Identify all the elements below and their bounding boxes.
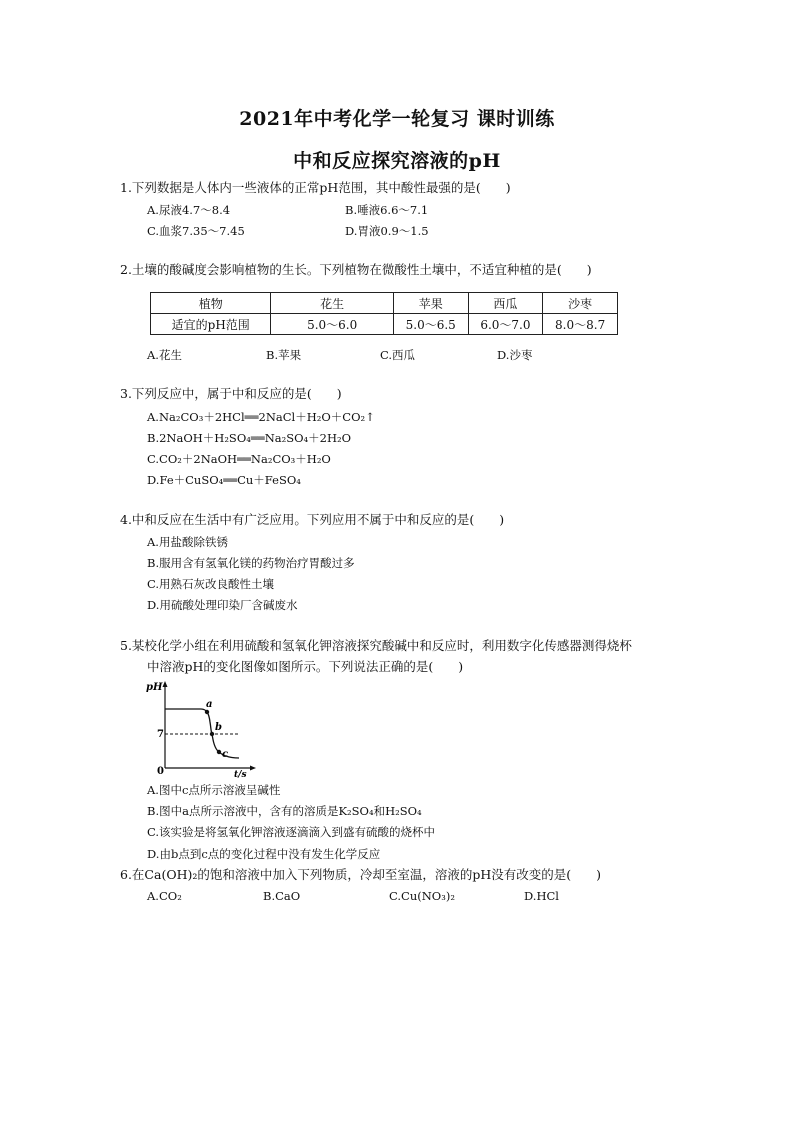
- question-2-option-a: A.花生: [147, 348, 182, 362]
- question-4-stem: 4.中和反应在生活中有广泛应用。下列应用不属于中和反应的是( ): [120, 512, 505, 527]
- question-2-option-b: B.苹果: [266, 348, 302, 362]
- point-c-marker: [217, 750, 221, 754]
- table-row: [151, 314, 618, 335]
- point-a-marker: [205, 710, 209, 714]
- table-header-cell: 沙枣: [543, 293, 618, 314]
- page-title: 2021年中考化学一轮复习 课时训练: [239, 108, 555, 130]
- table-cell: 6.0～7.0: [468, 314, 543, 335]
- question-3-option-d: D.Fe＋CuSO₄══Cu＋FeSO₄: [147, 473, 301, 487]
- question-4-option-d: D.用硫酸处理印染厂含碱废水: [147, 598, 298, 612]
- point-b-label: b: [215, 722, 222, 733]
- page-subtitle: 中和反应探究溶液的pH: [293, 150, 501, 172]
- question-6-option-d: D.HCl: [524, 889, 559, 903]
- question-2-option-c: C.西瓜: [380, 348, 416, 362]
- question-1-stem: 1.下列数据是人体内一些液体的正常pH范围，其中酸性最强的是( ): [120, 180, 511, 195]
- x-axis-label: t/s: [234, 770, 247, 780]
- question-5-stem-line-1: 5.某校化学小组在利用硫酸和氢氧化钾溶液探究酸碱中和反应时，利用数字化传感器测得烧杯: [120, 638, 632, 653]
- table-cell: 适宜的pH范围: [151, 314, 271, 335]
- question-6-option-c: C.Cu(NO₃)₂: [389, 889, 455, 903]
- question-5-option-d: D.由b点到c点的变化过程中没有发生化学反应: [147, 847, 381, 861]
- table-header-cell: 苹果: [393, 293, 468, 314]
- question-6-option-a: A.CO₂: [147, 889, 182, 903]
- question-4-option-c: C.用熟石灰改良酸性土壤: [147, 577, 275, 591]
- question-5-stem-line-2: 中溶液pH的变化图像如图所示。下列说法正确的是( ): [147, 659, 464, 674]
- table-header-cell: 花生: [271, 293, 393, 314]
- table-cell: 8.0～8.7: [543, 314, 618, 335]
- table-row: [151, 293, 618, 314]
- question-3-option-a: A.Na₂CO₃＋2HCl══2NaCl＋H₂O＋CO₂↑: [147, 410, 375, 424]
- question-3-option-b: B.2NaOH＋H₂SO₄══Na₂SO₄＋2H₂O: [147, 431, 352, 445]
- table-cell: 5.0～6.5: [393, 314, 468, 335]
- y-axis-label: pH: [146, 682, 163, 693]
- point-b-marker: [210, 732, 214, 736]
- x-axis-arrow-icon: [250, 766, 256, 771]
- question-4-option-b: B.服用含有氢氧化镁的药物治疗胃酸过多: [147, 556, 355, 570]
- table-cell: 5.0～6.0: [271, 314, 393, 335]
- question-1-option-c: C.血浆7.35～7.45: [147, 224, 245, 238]
- question-4-option-a: A.用盐酸除铁锈: [147, 535, 228, 549]
- question-1-option-d: D.胃液0.9～1.5: [345, 224, 429, 238]
- question-2-stem: 2.土壤的酸碱度会影响植物的生长。下列植物在微酸性土壤中，不适宜种植的是( ): [120, 262, 592, 277]
- table-header-cell: 植物: [151, 293, 271, 314]
- y-axis-arrow-icon: [163, 681, 168, 687]
- question-6-option-b: B.CaO: [263, 889, 301, 903]
- ph-range-table: [150, 292, 618, 335]
- question-5-option-a: A.图中c点所示溶液呈碱性: [147, 783, 281, 797]
- question-1-option-a: A.尿液4.7～8.4: [147, 203, 231, 217]
- question-3-stem: 3.下列反应中，属于中和反应的是( ): [120, 386, 342, 401]
- origin-label: 0: [157, 766, 164, 777]
- table-header-cell: 西瓜: [468, 293, 543, 314]
- question-2-option-d: D.沙枣: [497, 348, 533, 362]
- y-tick-7: 7: [157, 729, 164, 740]
- question-5-option-c: C.该实验是将氢氧化钾溶液逐滴滴入到盛有硫酸的烧杯中: [147, 825, 436, 839]
- question-5-option-b: B.图中a点所示溶液中，含有的溶质是K₂SO₄和H₂SO₄: [147, 804, 422, 818]
- ph-change-graph: [143, 676, 263, 781]
- point-a-label: a: [206, 699, 213, 710]
- question-6-stem: 6.在Ca(OH)₂的饱和溶液中加入下列物质，冷却至室温，溶液的pH没有改变的是( ): [120, 867, 602, 882]
- point-c-label: c: [222, 749, 229, 760]
- question-3-option-c: C.CO₂＋2NaOH══Na₂CO₃＋H₂O: [147, 452, 331, 466]
- question-1-option-b: B.唾液6.6～7.1: [345, 203, 429, 217]
